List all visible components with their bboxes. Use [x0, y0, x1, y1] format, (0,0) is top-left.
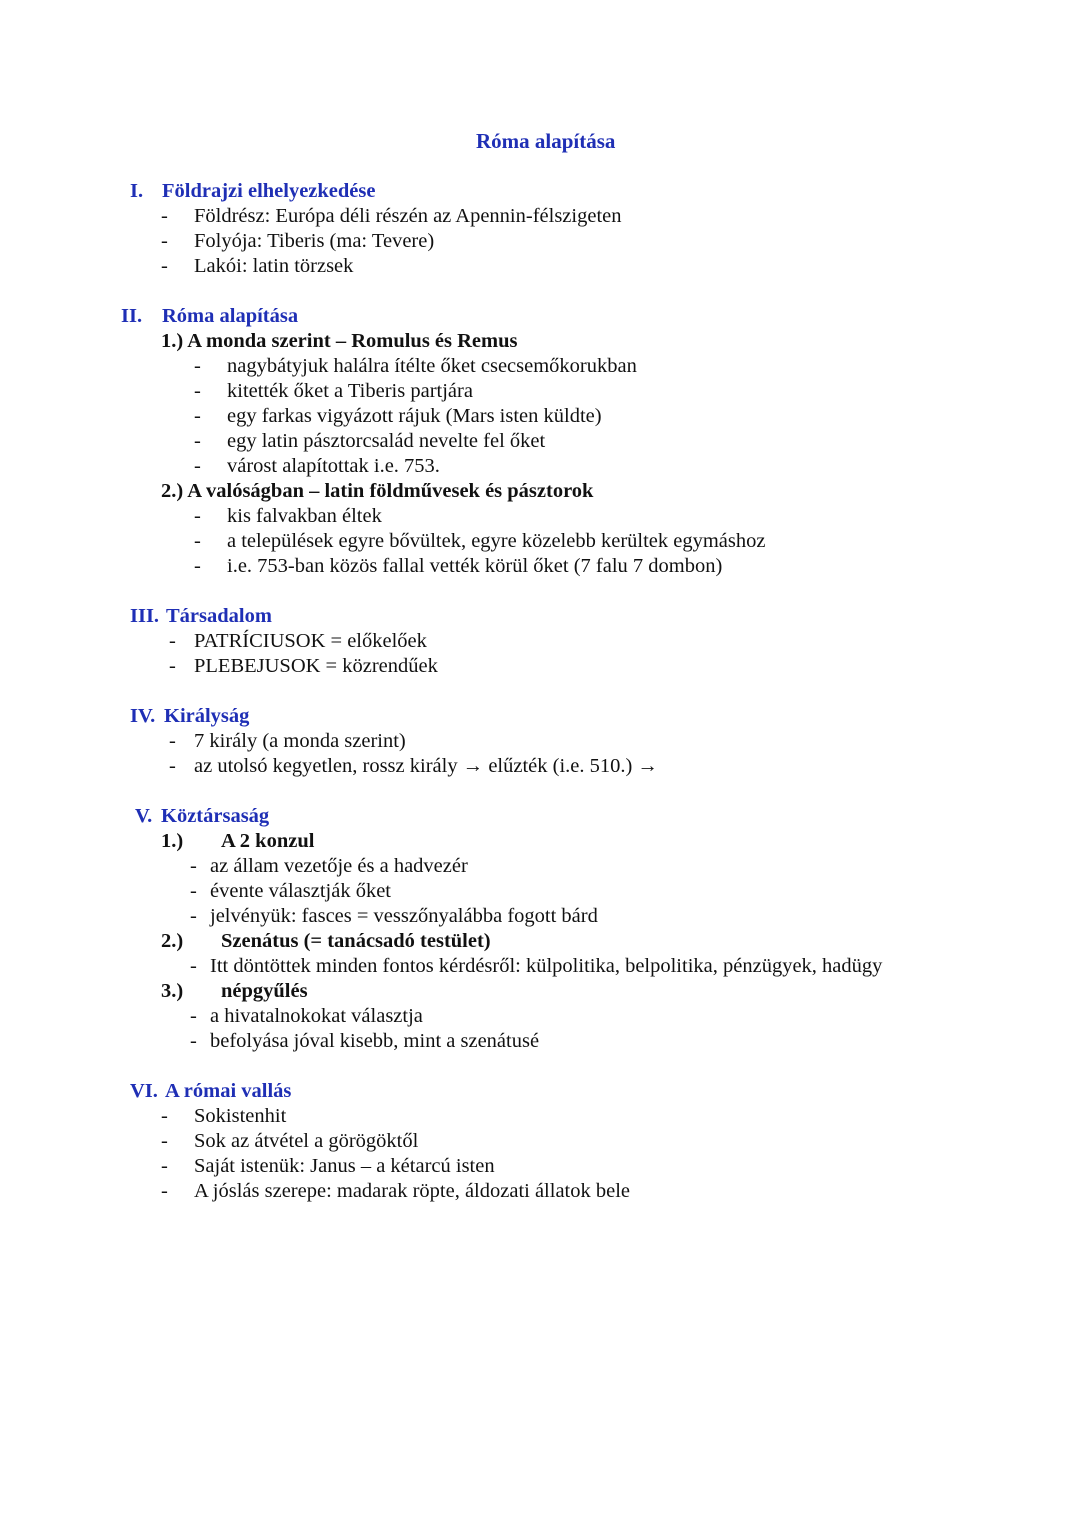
bullet-dash: -: [161, 230, 168, 252]
bullet-dash: -: [169, 755, 176, 777]
list-item: Lakói: latin törzsek: [194, 255, 354, 277]
subsection-label: Szenátus (= tanácsadó testület): [221, 930, 491, 952]
section-2-heading: Róma alapítása: [162, 305, 299, 327]
section-2-number: II.: [121, 305, 143, 327]
bullet-dash: -: [161, 1155, 168, 1177]
section-5-heading: Köztársaság: [161, 805, 270, 827]
list-item: Sok az átvétel a görögöktől: [194, 1130, 419, 1152]
section-4-heading: Királyság: [164, 705, 250, 727]
list-item: PLEBEJUSOK = közrendűek: [194, 655, 438, 677]
list-item: egy farkas vigyázott rájuk (Mars isten küldte): [227, 405, 602, 427]
page-title: Róma alapítása: [476, 129, 616, 153]
bullet-dash: -: [194, 530, 201, 552]
bullet-dash: -: [194, 455, 201, 477]
bullet-dash: -: [190, 855, 197, 877]
list-item: befolyása jóval kisebb, mint a szenátusé: [210, 1030, 540, 1052]
bullet-dash: -: [194, 505, 201, 527]
section-1-number: I.: [130, 180, 144, 202]
subsection-number: 2.): [161, 930, 184, 952]
bullet-dash: -: [161, 1105, 168, 1127]
bullet-dash: -: [161, 255, 168, 277]
list-item: várost alapítottak i.e. 753.: [227, 455, 440, 477]
list-item: Folyója: Tiberis (ma: Tevere): [194, 230, 435, 252]
list-item: évente választják őket: [210, 880, 391, 902]
bullet-dash: -: [169, 730, 176, 752]
section-6-number: VI.: [130, 1080, 158, 1102]
subsection-label: 1.) A monda szerint – Romulus és Remus: [161, 330, 518, 352]
section-3-number: III.: [130, 605, 160, 627]
list-item: kis falvakban éltek: [227, 505, 382, 527]
section-5-number: V.: [135, 805, 153, 827]
bullet-dash: -: [194, 405, 201, 427]
subsection-label: népgyűlés: [221, 980, 308, 1002]
bullet-dash: -: [169, 655, 176, 677]
list-item: 7 király (a monda szerint): [194, 730, 406, 752]
bullet-dash: -: [161, 205, 168, 227]
list-item: Sokistenhit: [194, 1105, 287, 1127]
bullet-dash: -: [190, 1030, 197, 1052]
subsection-label: 2.) A valóságban – latin földművesek és pásztorok: [161, 480, 594, 502]
list-item: jelvényük: fasces = vesszőnyalábba fogott bárd: [210, 905, 598, 927]
bullet-dash: -: [194, 430, 201, 452]
bullet-dash: -: [194, 380, 201, 402]
list-item: nagybátyjuk halálra ítélte őket csecsemőkorukban: [227, 355, 637, 377]
list-item: Földrész: Európa déli részén az Apennin-félszigeten: [194, 205, 622, 227]
subsection-label: A 2 konzul: [221, 830, 315, 852]
section-1-heading: Földrajzi elhelyezkedése: [162, 180, 376, 202]
list-item: egy latin pásztorcsalád nevelte fel őket: [227, 430, 546, 452]
list-item: kitették őket a Tiberis partjára: [227, 380, 473, 402]
list-item: a hivatalnokokat választja: [210, 1005, 423, 1027]
list-item: az utolsó kegyetlen, rossz király → elűzték (i.e. 510.) →: [194, 755, 658, 777]
bullet-dash: -: [161, 1130, 168, 1152]
list-item: a települések egyre bővültek, egyre közelebb kerültek egymáshoz: [227, 530, 766, 552]
bullet-dash: -: [190, 905, 197, 927]
section-4-number: IV.: [130, 705, 156, 727]
subsection-number: 3.): [161, 980, 184, 1002]
list-item: az állam vezetője és a hadvezér: [210, 855, 468, 877]
bullet-dash: -: [169, 630, 176, 652]
subsection-number: 1.): [161, 830, 184, 852]
list-item: A jóslás szerepe: madarak röpte, áldozati állatok bele: [194, 1180, 631, 1202]
bullet-dash: -: [161, 1180, 168, 1202]
section-6-heading: A római vallás: [165, 1080, 292, 1102]
bullet-dash: -: [190, 1005, 197, 1027]
bullet-dash: -: [190, 880, 197, 902]
list-item: i.e. 753-ban közös fallal vették körül őket (7 falu 7 dombon): [227, 555, 723, 577]
section-3-heading: Társadalom: [166, 605, 272, 627]
list-item: Saját istenük: Janus – a kétarcú isten: [194, 1155, 495, 1177]
list-item: Itt döntöttek minden fontos kérdésről: külpolitika, belpolitika, pénzügyek, hadügy: [210, 955, 883, 977]
list-item: PATRÍCIUSOK = előkelőek: [194, 630, 427, 652]
bullet-dash: -: [194, 355, 201, 377]
bullet-dash: -: [190, 955, 197, 977]
bullet-dash: -: [194, 555, 201, 577]
